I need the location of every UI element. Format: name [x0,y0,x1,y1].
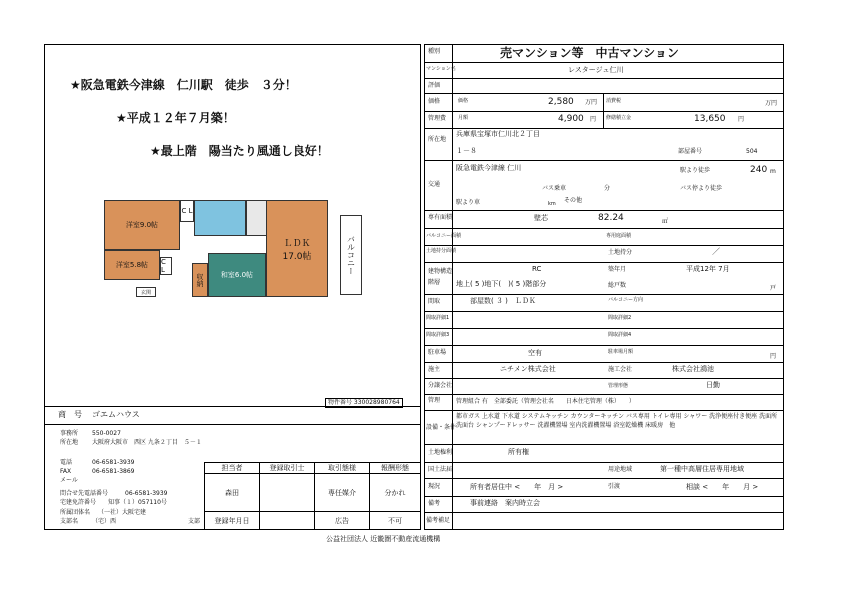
private-label: 専用庭面積 [606,233,632,239]
land-right-value: ／ [712,247,720,256]
branch-suffix: 支部 [188,518,201,525]
land-share-label: 土地持分面積 [426,248,457,254]
parking-label: 駐車場 [428,349,447,356]
units-unit: 戸 [770,285,777,292]
layout-detail-4: 間取詳細4 [608,332,632,338]
header-mode: 取引態様 [315,463,370,474]
row-line [424,394,784,395]
land-right-status-label: 土地権利 [428,449,453,456]
status-label: 現況 [428,483,441,490]
row-line [424,496,784,497]
zoning-value: 第一種中高層住居専用地域 [660,465,744,473]
zoning-label: 用途地域 [608,466,633,473]
bath-area [194,200,246,236]
layout-detail-3: 間取詳細3 [426,332,450,338]
parking-value: 空有 [528,349,542,357]
tel: 06-6581-3939 [92,459,135,466]
mode-value: 専任媒介 [315,474,370,512]
balcony: バルコニー [340,215,362,295]
license: 知事（１）057110号 [108,499,167,506]
row-line [424,478,784,479]
structure-label: 建物構造 [428,268,453,275]
area-unit: ㎡ [662,218,669,225]
mail-label: メール [60,477,78,484]
room-western-2: 洋室5.8帖 [104,250,160,280]
floor-plan [96,195,376,303]
balcony-direction-label: バルコニー方向 [608,297,644,303]
row-line [424,462,784,463]
row-line [424,362,784,363]
parking-fee-unit: 円 [770,353,777,360]
closet-2: C L [160,257,172,275]
area-label: 専有面積 [428,214,453,221]
contact-label: 問合せ先電話番号 [60,490,109,497]
property-number: 物件番号 330028980764 [325,398,403,408]
walk-value: 240 [750,165,768,175]
price-unit: 万円 [585,99,598,106]
land-right-status-value: 所有権 [508,448,529,456]
cell-line [603,93,604,128]
highlight-1: ★阪急電鉄今津線 仁川駅 徒歩 ３分！ [70,78,297,92]
room-japanese: 和室6.0帖 [208,253,266,297]
price-value: 2,580 [548,97,574,107]
row-line [424,378,784,379]
highlight-2: ★平成１２年７月築！ [116,111,235,125]
national-law-label: 国土法届 [428,466,453,473]
divider [44,424,421,425]
floors-value: 地上( 5 )地下( )( 5 )階部分 [456,280,547,288]
closet-1: C L [180,200,194,222]
repair-unit: 円 [738,116,745,123]
built-value: 平成12年 7月 [686,265,730,273]
walk-label: 駅より徒歩 [680,167,711,174]
entrance: 玄関 [136,287,156,297]
registered-value [260,474,315,512]
postal-code: 550-0027 [92,430,121,437]
bus-walk: バス停より徒歩 [680,185,723,192]
mgmt-sub: 月額 [458,115,469,121]
handover-value: 相談 < 年 月 > [686,483,759,491]
builder-value: ニチメン株式会社 [500,365,556,373]
facilities-value: 都市ガス 上水道 下水道 システムキッチン カウンターキッチン バス専用 トイレ専用 シャワー 洗浄便座付き便座 洗面所 洗面台 シャンプードレッサー 洗濯機置場 室内洗濯機置場 浴室乾燥機 床暖房 他 [456,413,778,429]
row-line [424,410,784,411]
repair-label: 修繕積立金 [606,115,632,121]
ad-value: 不可 [370,512,421,530]
branch-label: 支部名 [60,518,79,525]
association: （一社）大阪宅建 [98,509,147,516]
type-label: 種別 [428,48,441,55]
label-column-line [452,44,453,530]
header-registered: 登録取引士 [260,463,315,474]
office-label: 事務所 [60,430,79,437]
room-no-value: 504 [746,148,758,155]
row-line [424,210,784,211]
branch: （宅）西 [92,518,117,525]
row-line [424,311,784,312]
row-line [424,512,784,513]
row-line [424,345,784,346]
row-line [424,62,784,63]
footer-org: 公益社団法人 近畿圏不動産流通機構 [326,535,441,543]
company-name: ゴエムハウス [92,410,140,419]
balcony-label: バルコニー面積 [426,233,462,239]
repair-value: 13,650 [694,114,726,124]
price-sub: 価格 [458,98,469,104]
room-no-label: 部屋番号 [678,148,703,155]
contractor-value: 株式会社鴻池 [672,365,714,373]
mgmt-value: 4,900 [558,114,584,124]
status-value: 所有者居住中 < 年 月 > [470,483,564,491]
location-value: 兵庫県宝塚市仁川北２丁目 [456,130,540,138]
highlight-3: ★最上階 陽当たり風通し良好！ [150,144,329,158]
contractor-label: 施工会社 [608,366,633,373]
traffic-label: 交通 [428,181,441,188]
remarks-value: 事前連絡 案内時立会 [470,499,540,507]
address: 大阪府大阪市 西区 九条２丁目 ５－１ [92,439,202,446]
area-value: 82.24 [598,213,624,223]
mgmt-unit: 円 [590,116,597,123]
layout-value: 部屋数( ３ ) ＬＤＫ [470,297,536,305]
units-label: 総戸数 [608,282,627,289]
layout-detail-2: 間取詳細2 [608,315,632,321]
name-label: マンション名 [426,66,456,72]
location-label: 所在地 [428,136,447,143]
area-type: 壁芯 [534,214,548,222]
date-label: 登録年月日 [205,512,260,530]
walk-unit: m [770,168,776,175]
builder-label: 施主 [428,366,441,373]
row-line [424,262,784,263]
address-label: 所在地 [60,439,79,446]
row-line [424,128,784,129]
row-line [424,228,784,229]
price-label: 価格 [428,98,441,105]
layout-label: 間取 [428,298,441,305]
storage: 収納 [192,263,208,297]
name-value: レスタージュ仁川 [568,66,624,74]
bus-min: 分 [604,185,611,192]
tel-label: 電話 [60,459,73,466]
divider [44,406,421,407]
supplement-label: 備考補足 [426,517,451,524]
row-line [424,444,784,445]
agent-table [204,462,421,530]
land-right-label: 土地持分 [608,249,633,256]
tax-label: 消費税 [606,98,622,104]
company-label: 商 号 [58,410,82,419]
built-label: 築年月 [608,266,627,273]
management-label: 管理 [428,397,441,404]
row-line [424,294,784,295]
fee-value: 分かれ [370,474,421,512]
room-ldk: ＬＤＫ 17.0帖 [266,200,328,297]
contact: 06-6581-3939 [125,490,168,497]
license-label: 宅建免許番号 [60,499,97,506]
bus-label: バス乗車 [542,185,567,192]
remarks-label: 備考 [428,500,441,507]
facilities-label: 設備・条件 [426,424,457,431]
management-value: 管理組合 有 全部委託（管理会社名 日本住宅管理（株） ） [456,398,635,405]
row-line [424,245,784,246]
layout-detail-1: 間取詳細1 [426,315,450,321]
header-fee: 報酬形態 [370,463,421,474]
tax-unit: 万円 [765,100,778,107]
row-line [424,78,784,79]
other-label: その他 [564,197,583,204]
association-label: 所属団体名 [60,509,91,516]
header-staff: 担当者 [205,463,260,474]
row-line [424,160,784,161]
date-value [260,512,315,530]
fax: 06-6581-3869 [92,468,135,475]
row-line [424,111,784,112]
floors-label: 階層 [428,279,441,286]
notes-label: 評価 [428,82,441,89]
seller-label: 分譲会社 [428,382,453,389]
row-line [424,93,784,94]
station-car: 駅より車 [456,199,481,206]
mgmt-form-value: 日勤 [706,381,720,389]
row-line [424,328,784,329]
room-western-1: 洋室9.0帖 [104,200,180,250]
structure-value: RC [532,265,542,273]
mgmt-label: 管理費 [428,115,447,122]
handover-label: 引渡 [608,483,621,490]
type-value: 売マンション等 中古マンション [500,46,679,60]
fax-label: FAX [60,468,72,475]
km-unit: km [548,201,556,207]
line-value: 阪急電鉄今津線 仁川 [456,164,522,172]
parking-fee-label: 駐車場月額 [608,349,634,355]
lot-value: １－８ [456,147,477,155]
ad-label: 広告 [315,512,370,530]
mgmt-form-label: 管理形態 [608,383,629,389]
staff-value: 森田 [205,474,260,512]
